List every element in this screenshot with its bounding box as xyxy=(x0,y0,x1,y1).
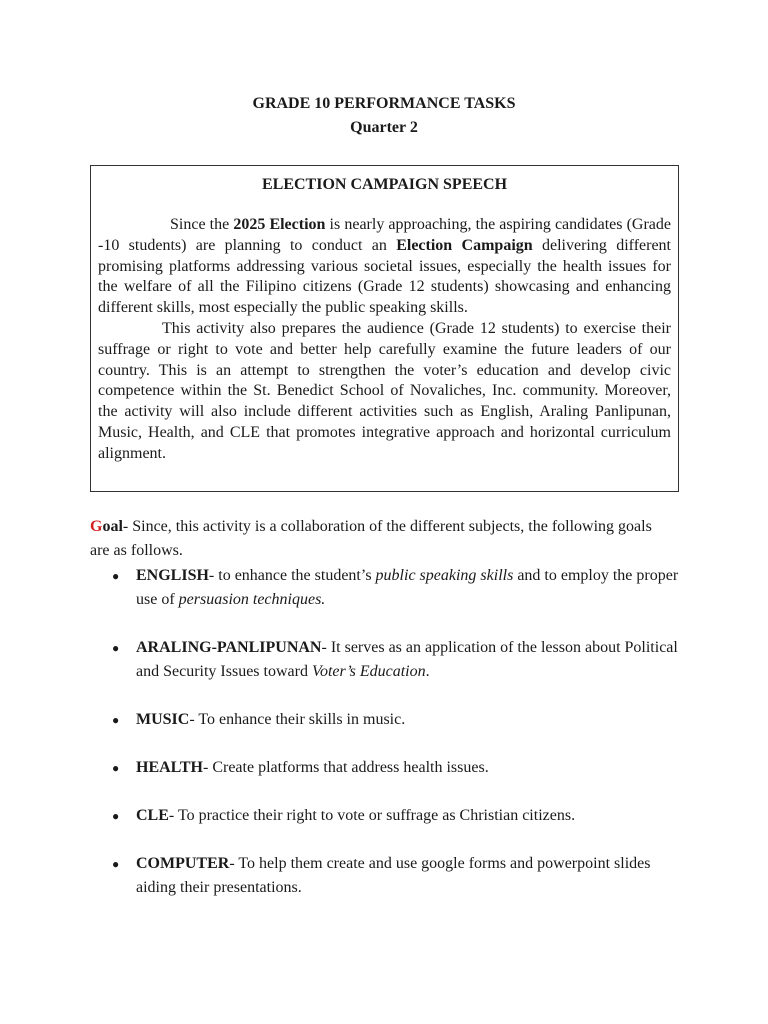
item-text: - To enhance their skills in music. xyxy=(189,711,406,728)
page-subtitle: Quarter 2 xyxy=(350,119,418,136)
item-italic: Voter’s Education xyxy=(311,663,426,680)
box-heading: ELECTION CAMPAIGN SPEECH xyxy=(261,176,508,193)
list-item xyxy=(90,756,680,780)
item-text: . xyxy=(425,663,430,680)
item-text: - Create platforms that address health issues. xyxy=(203,759,489,776)
intro-text-e: delivering different promising platforms addressing various societal issues, especially the health issues for the welfare of all the Filipino citizens (Grade 12 students) showcasing and enhancing different skills, most especially the public speaking skills. xyxy=(98,236,672,317)
item-italic: public speaking skills xyxy=(375,567,514,584)
intro-text-c: is nearly approaching, the aspiring candidates (Grade -10 students) are planning to conduct an xyxy=(98,216,671,254)
subject-label: COMPUTER xyxy=(136,855,230,872)
subject-label: MUSIC xyxy=(136,711,190,728)
item-text: - To help them create and use google forms and powerpoint slides aiding their presentations. xyxy=(136,855,651,896)
subject-label: HEALTH xyxy=(136,759,203,776)
description-box xyxy=(90,165,679,492)
bullet-icon: ● xyxy=(112,761,120,775)
list-item xyxy=(90,564,680,612)
goal-first-letter: G xyxy=(90,518,103,535)
item-text: - To practice their right to vote or suffrage as Christian citizens. xyxy=(168,807,576,824)
bullet-icon: ● xyxy=(112,809,120,823)
bullet-icon: ● xyxy=(112,641,120,655)
subject-label: CLE xyxy=(136,807,169,824)
subject-label: ENGLISH xyxy=(136,567,209,584)
activity-paragraph: This activity also prepares the audience (Grade 12 students) to exercise their suffrage or right to vote and better help carefully examine the future leaders of our country. This is an attempt to strengthen the voter’s education and develop civic competence within the St. Benedict School of Novaliches, Inc. community. Moreover, the activity will also include different activities such as English, Araling Panlipunan, Music, Health, and CLE that promotes integrative approach and horizontal curriculum alignment. xyxy=(98,319,671,462)
intro-highlight-campaign: Election Campaign xyxy=(396,236,533,254)
item-text: - It serves as an application of the lesson about Political and Security Issues toward xyxy=(136,639,678,680)
intro-highlight-election: 2025 Election xyxy=(233,216,326,233)
item-text: - to enhance the student’s xyxy=(208,567,376,584)
goal-label-rest: oal xyxy=(102,518,123,535)
subject-label: ARALING-PANLIPUNAN xyxy=(136,639,322,656)
intro-paragraph xyxy=(98,215,671,319)
bullet-icon: ● xyxy=(112,713,120,727)
goals-list xyxy=(90,564,680,924)
bullet-icon: ● xyxy=(112,569,120,583)
bullet-icon: ● xyxy=(112,857,120,871)
list-item xyxy=(90,708,680,732)
page-title: GRADE 10 PERFORMANCE TASKS xyxy=(252,95,516,112)
goal-paragraph xyxy=(90,515,670,563)
intro-text-a: Since the xyxy=(170,216,234,233)
item-italic: persuasion techniques. xyxy=(178,591,326,608)
list-item xyxy=(90,804,680,828)
goal-text: - Since, this activity is a collaboration of the different subjects, the following goals are as follows. xyxy=(90,518,652,559)
list-item xyxy=(90,636,680,684)
item-text: and to employ the proper use of xyxy=(136,567,679,608)
list-item xyxy=(90,852,680,900)
